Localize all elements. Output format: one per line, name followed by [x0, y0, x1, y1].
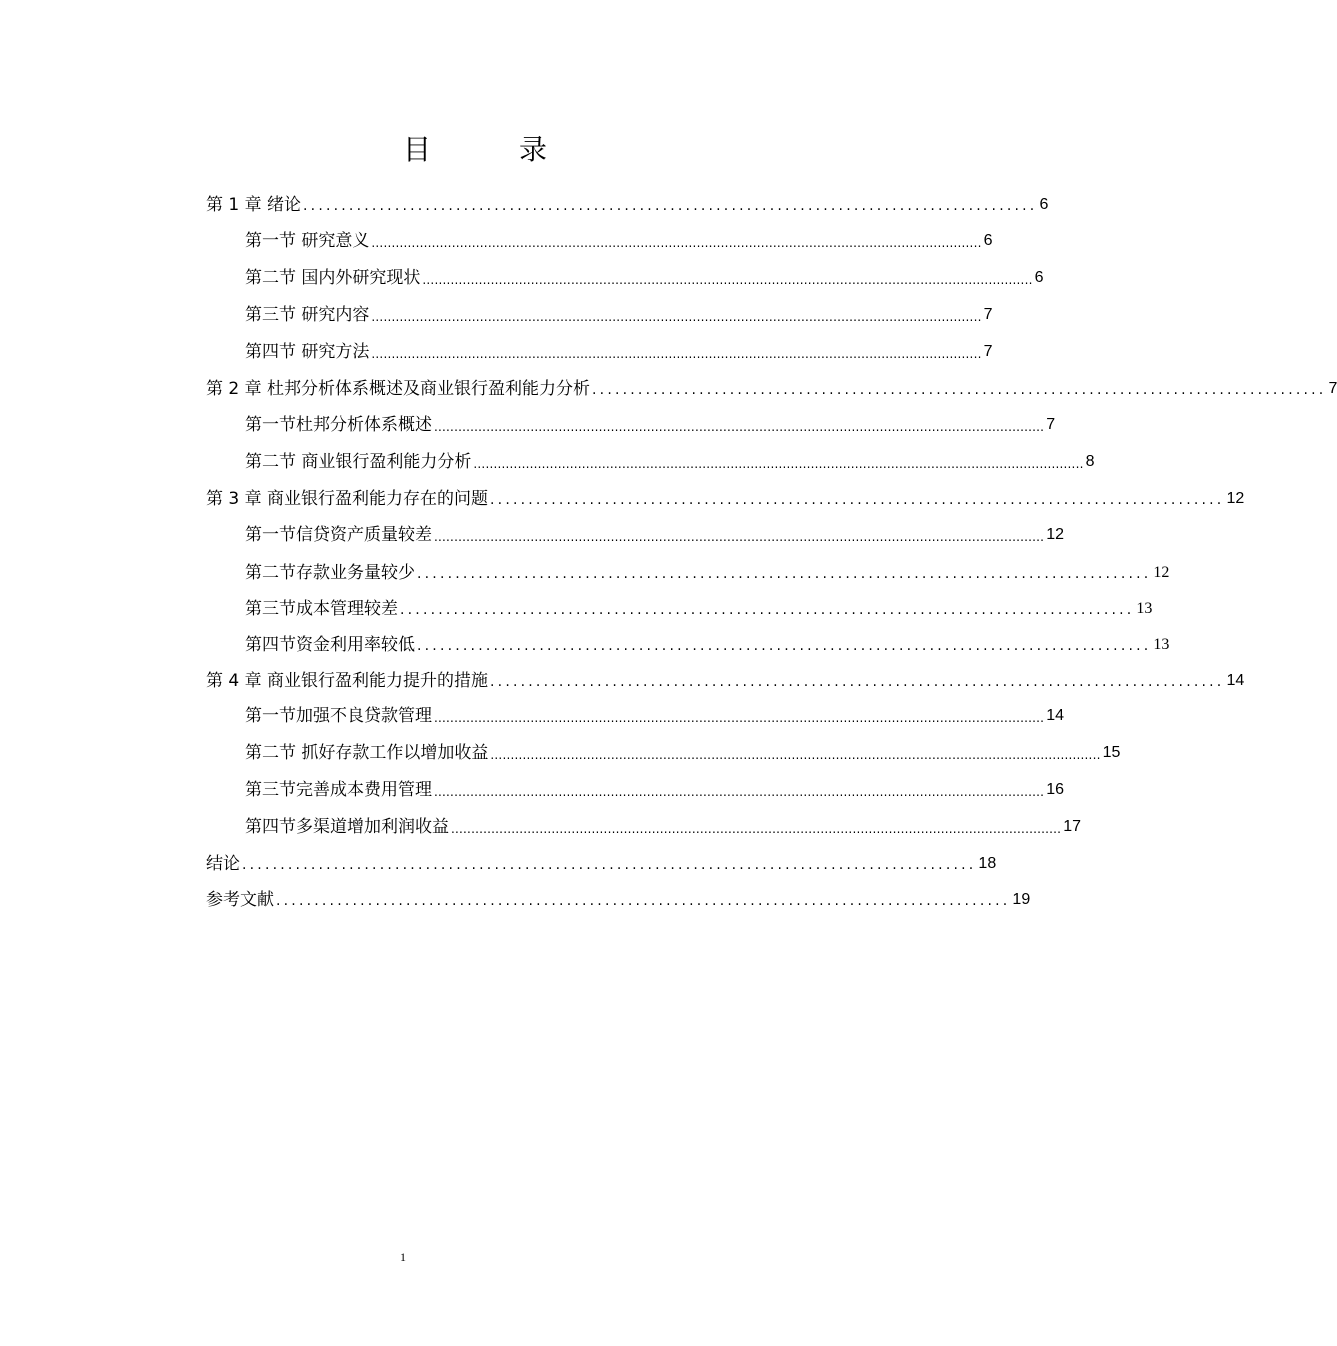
- toc-entry-section[interactable]: [245, 560, 1170, 584]
- toc-entry-section[interactable]: [245, 302, 993, 326]
- toc-entry-page: 6: [1034, 269, 1044, 286]
- leader-dots: ................................................................................................: [400, 602, 1135, 618]
- toc-entry-section[interactable]: [245, 339, 993, 363]
- leader-dots: ................................................................................................: [276, 893, 1011, 909]
- toc-entry-section[interactable]: [245, 814, 1081, 838]
- toc-entry-section[interactable]: [245, 412, 1056, 436]
- toc-entry-label: 第 3 章 商业银行盈利能力存在的问题: [206, 489, 489, 509]
- toc-entry-page: 14: [1046, 707, 1064, 724]
- toc-entry-page: 17: [1063, 818, 1081, 835]
- toc-entry-chapter-3[interactable]: [206, 486, 1245, 510]
- toc-entry-section[interactable]: [245, 265, 1044, 289]
- toc-entry-page: 6: [983, 232, 993, 249]
- toc-entry-section[interactable]: [245, 740, 1121, 764]
- leader-dots: ........................................................................................................................................................: [434, 711, 1045, 725]
- toc-entry-label: 第三节成本管理较差: [245, 599, 398, 619]
- leader-dots: ........................................................................................................................................................: [434, 420, 1045, 434]
- toc-entry-label: 结论: [206, 854, 240, 874]
- toc-entry-conclusion[interactable]: [206, 851, 997, 875]
- toc-entry-page: 12: [1046, 526, 1064, 543]
- toc-entry-chapter-2[interactable]: [206, 376, 1337, 400]
- toc-entry-page: 7: [983, 343, 993, 360]
- toc-entry-label: 第一节加强不良贷款管理: [245, 706, 432, 726]
- toc-entry-label: 第 1 章 绪论: [206, 195, 302, 215]
- toc-entry-label: 第二节 商业银行盈利能力分析: [245, 452, 472, 472]
- toc-entry-chapter-1[interactable]: [206, 192, 1049, 216]
- toc-title: 目 录: [402, 133, 577, 166]
- leader-dots: ........................................................................................................................................................: [490, 748, 1101, 762]
- leader-dots: ........................................................................................................................................................: [371, 236, 982, 250]
- toc-entry-section[interactable]: [245, 449, 1095, 473]
- toc-entry-section[interactable]: [245, 522, 1064, 546]
- toc-entry-label: 第四节资金利用率较低: [245, 635, 415, 655]
- toc-entry-page: 12: [1226, 490, 1245, 507]
- toc-entry-label: 第二节 抓好存款工作以增加收益: [245, 743, 489, 763]
- toc-entry-chapter-4[interactable]: [206, 668, 1245, 692]
- toc-entry-page: 12: [1153, 564, 1170, 581]
- toc-entry-label: 第 4 章 商业银行盈利能力提升的措施: [206, 671, 489, 691]
- toc-entry-page: 6: [1039, 196, 1049, 213]
- toc-entry-label: 第三节完善成本费用管理: [245, 780, 432, 800]
- toc-entry-label: 参考文献: [206, 890, 274, 910]
- leader-dots: ................................................................................................: [490, 674, 1225, 690]
- leader-dots: ........................................................................................................................................................: [434, 530, 1045, 544]
- toc-entry-page: 15: [1102, 744, 1121, 761]
- toc-entry-section[interactable]: [245, 703, 1064, 727]
- leader-dots: ................................................................................................: [592, 382, 1327, 398]
- leader-dots: ................................................................................................: [490, 492, 1225, 508]
- toc-entry-label: 第二节存款业务量较少: [245, 563, 415, 583]
- toc-entry-label: 第一节 研究意义: [245, 231, 370, 251]
- page-number: 1: [400, 1250, 406, 1264]
- toc-entry-page: 13: [1153, 636, 1170, 653]
- toc-entry-page: 7: [1046, 416, 1056, 433]
- toc-entry-section[interactable]: [245, 596, 1153, 620]
- toc-entry-label: 第三节 研究内容: [245, 305, 370, 325]
- toc-entry-label: 第 2 章 杜邦分析体系概述及商业银行盈利能力分析: [206, 379, 591, 399]
- toc-entry-section[interactable]: [245, 228, 993, 252]
- toc-entry-label: 第四节 研究方法: [245, 342, 370, 362]
- toc-entry-references[interactable]: [206, 887, 1031, 911]
- toc-entry-page: 14: [1226, 672, 1245, 689]
- leader-dots: ................................................................................................: [417, 566, 1152, 582]
- leader-dots: ................................................................................................: [417, 638, 1152, 654]
- toc-entry-label: 第一节杜邦分析体系概述: [245, 415, 432, 435]
- toc-entry-label: 第一节信贷资产质量较差: [245, 525, 432, 545]
- toc-entry-page: 7: [983, 306, 993, 323]
- toc-entry-label: 第四节多渠道增加利润收益: [245, 817, 449, 837]
- toc-entry-page: 13: [1136, 600, 1153, 617]
- leader-dots: ........................................................................................................................................................: [371, 347, 982, 361]
- toc-entry-label: 第二节 国内外研究现状: [245, 268, 421, 288]
- leader-dots: ........................................................................................................................................................: [434, 785, 1045, 799]
- toc-entry-page: 7: [1328, 380, 1337, 397]
- toc-entry-section[interactable]: [245, 777, 1064, 801]
- leader-dots: ................................................................................................: [303, 198, 1038, 214]
- toc-entry-page: 16: [1046, 781, 1064, 798]
- toc-entry-page: 8: [1085, 453, 1095, 470]
- leader-dots: ........................................................................................................................................................: [371, 310, 982, 324]
- leader-dots: ........................................................................................................................................................: [473, 457, 1084, 471]
- leader-dots: ........................................................................................................................................................: [422, 273, 1033, 287]
- toc-entry-page: 18: [978, 855, 997, 872]
- toc-entry-page: 19: [1012, 891, 1031, 908]
- toc-entry-section[interactable]: [245, 632, 1170, 656]
- leader-dots: ........................................................................................................................................................: [451, 822, 1062, 836]
- leader-dots: ................................................................................................: [242, 857, 977, 873]
